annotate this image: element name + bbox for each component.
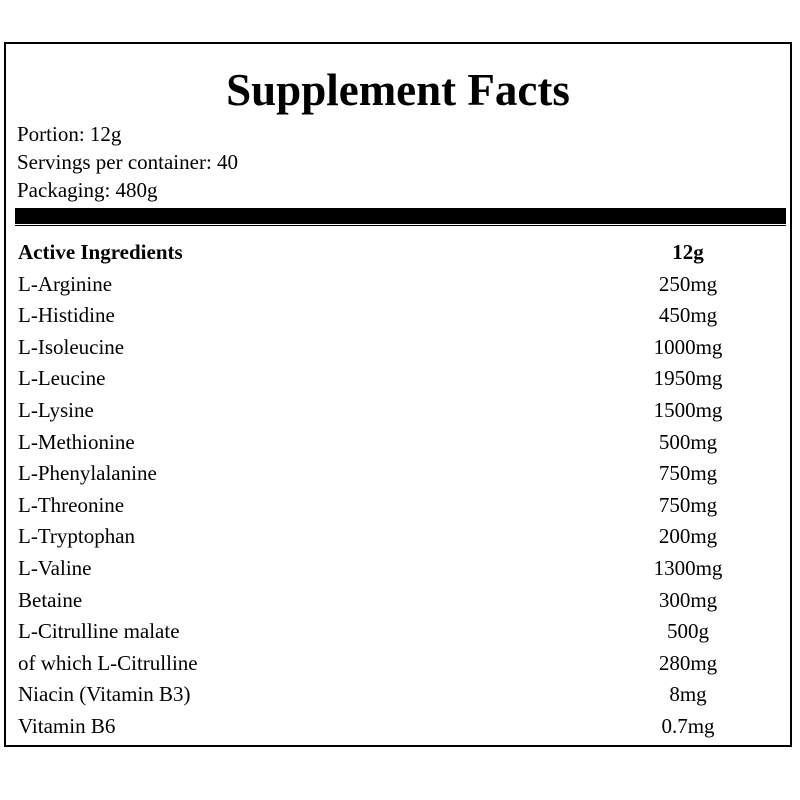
ingredient-name: L-Leucine: [18, 366, 106, 391]
ingredient-name: L-Valine: [18, 555, 92, 580]
table-row: [18, 269, 778, 301]
table-row: [18, 395, 778, 427]
portion-text: Portion: 12g: [17, 122, 122, 146]
ingredient-name: L-Methionine: [18, 429, 135, 454]
ingredient-amount: 8mg: [669, 682, 707, 707]
ingredient-amount: 200mg: [658, 524, 718, 549]
panel-title: Supplement Facts: [226, 65, 570, 115]
table-row: [18, 521, 778, 553]
ingredient-name: L-Citrulline malate: [18, 619, 180, 644]
table-row: [18, 553, 778, 585]
ingredient-amount: 1300mg: [653, 555, 723, 580]
ingredient-name: L-Arginine: [18, 271, 113, 296]
ingredient-name: L-Phenylalanine: [18, 461, 157, 486]
ingredients-table: [18, 237, 778, 743]
table-row: [18, 363, 778, 395]
table-row: [18, 616, 778, 648]
ingredient-amount: 250mg: [658, 271, 718, 296]
thick-divider: [15, 208, 786, 224]
ingredient-amount: 750mg: [658, 492, 718, 517]
table-row: [18, 458, 778, 490]
servings-text: Servings per container: 40: [17, 150, 239, 174]
ingredient-name: L-Tryptophan: [18, 524, 136, 549]
ingredient-amount: 1950mg: [653, 366, 723, 391]
ingredient-amount: 280mg: [658, 650, 718, 675]
ingredient-name: L-Lysine: [18, 397, 94, 422]
table-row: [18, 648, 778, 680]
thin-divider: [15, 225, 786, 226]
table-row: [18, 427, 778, 459]
ingredient-name: L-Threonine: [18, 492, 125, 517]
table-row: [18, 711, 778, 743]
ingredient-amount: 500g: [667, 619, 709, 644]
ingredient-amount: 1000mg: [653, 334, 723, 359]
table-header-row: [18, 237, 778, 269]
ingredient-amount: 500mg: [658, 429, 718, 454]
table-row: [18, 585, 778, 617]
packaging-text: Packaging: 480g: [17, 178, 158, 202]
ingredient-name: L-Histidine: [18, 303, 115, 328]
ingredient-name: Vitamin B6: [18, 713, 116, 738]
header-ingredients-label: Active Ingredients: [18, 240, 183, 264]
ingredient-name: Betaine: [18, 587, 83, 612]
ingredient-amount: 750mg: [658, 461, 718, 486]
table-row: [18, 490, 778, 522]
header-amount-label: 12g: [672, 240, 704, 264]
ingredient-amount: 450mg: [658, 303, 718, 328]
ingredient-amount: 300mg: [658, 587, 718, 612]
ingredient-name: Niacin (Vitamin B3): [18, 682, 191, 707]
ingredient-name: L-Isoleucine: [18, 334, 125, 359]
table-row: [18, 300, 778, 332]
table-row: [18, 679, 778, 711]
ingredient-amount: 0.7mg: [661, 713, 715, 738]
serving-info: [17, 120, 238, 204]
ingredient-name: of which L-Citrulline: [18, 650, 198, 675]
supplement-facts-panel: [4, 42, 792, 747]
table-row: [18, 332, 778, 364]
ingredient-amount: 1500mg: [653, 397, 723, 422]
